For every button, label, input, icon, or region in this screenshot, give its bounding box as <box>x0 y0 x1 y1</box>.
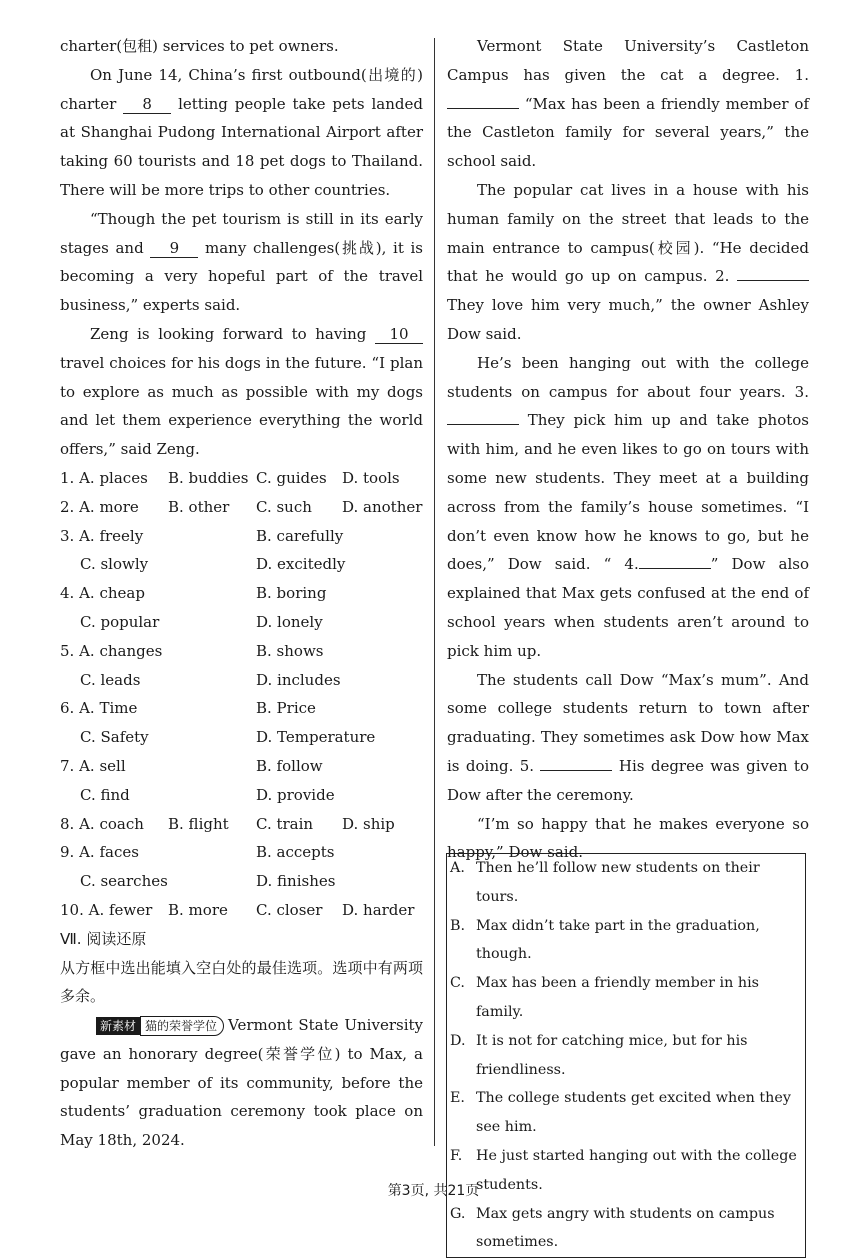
question-10-options: 10. A. fewer B. more C. closer D. harder <box>60 900 415 919</box>
question-6-options-cd: C. Safety D. Temperature <box>80 728 376 747</box>
question-1-options: 1. A. places B. buddies C. guides D. tools <box>60 468 400 487</box>
blank-10: 10 <box>375 325 423 344</box>
blank-9: 9 <box>150 239 198 258</box>
section-title: Ⅶ. 阅读还原 <box>60 929 147 948</box>
option-c: C. Max has been a friendly member in his family. <box>450 975 759 1020</box>
section-instruction: 从方框中选出能填入空白处的最佳选项。选项中有两项多余。 <box>60 958 423 1006</box>
option-f: F. He just started hanging out with the college students. <box>450 1147 797 1193</box>
blank-4 <box>639 568 711 569</box>
question-9-options: 9. A. faces B. accepts <box>60 843 335 862</box>
blank-1 <box>447 108 519 109</box>
left-column <box>60 32 423 1155</box>
option-b: B. Max didn’t take part in the graduation, though. <box>450 917 760 963</box>
new-material-badge: 新素材 <box>96 1017 140 1035</box>
passage-intro: 新素材 猫的荣誉学位 Vermont State University gave an honorary degree(荣誉学位) to Max, a popular member of its community, before the students’ graduation ceremony took place on May 18th, 2024. <box>60 1016 423 1150</box>
paragraph: Vermont State University’s Castleton Campus has given the cat a degree. 1. “Max has been a friendly member of the Castleton family for several years,” the school said. <box>447 37 809 171</box>
paragraph: “Though the pet tourism is still in its early stages and 9 many challenges(挑战), it is becoming a very hopeful part of the travel business,” experts said. <box>60 209 423 315</box>
question-7-options: 7. A. sell B. follow <box>60 756 323 775</box>
question-8-options: 8. A. coach B. flight C. train D. ship <box>60 814 395 833</box>
option-e: E. The college students get excited when they see him. <box>450 1090 791 1136</box>
blank-2 <box>737 280 809 281</box>
paragraph: He’s been hanging out with the college students on campus for about four years. 3. They pick him up and take photos with him, and he even likes to go on tours with some new students. They meet at a building across from the family’s house sometimes. “I don’t even know how he knows to go, but he does,” Dow said. “ 4. ” Dow also explained that Max gets confused at the end of school years when students aren’t around to pick him up. <box>447 353 809 660</box>
question-7-options-cd: C. find D. provide <box>80 785 335 804</box>
topic-tag: 猫的荣誉学位 <box>140 1016 224 1036</box>
question-9-options-cd: C. searches D. finishes <box>80 872 336 891</box>
question-5-options: 5. A. changes B. shows <box>60 641 324 660</box>
option-a: A. Then he’ll follow new students on their tours. <box>450 860 760 905</box>
question-5-options-cd: C. leads D. includes <box>80 670 341 689</box>
question-4-options: 4. A. cheap B. boring <box>60 584 327 603</box>
column-divider <box>434 38 435 1146</box>
question-6-options: 6. A. Time B. Price <box>60 699 316 718</box>
question-3-options-cd: C. slowly D. excitedly <box>80 555 346 574</box>
blank-8: 8 <box>123 95 171 114</box>
question-4-options-cd: C. popular D. lonely <box>80 612 323 631</box>
option-g: G. Max gets angry with students on campus sometimes. <box>450 1205 775 1251</box>
question-3-options: 3. A. freely B. carefully <box>60 526 344 545</box>
blank-5 <box>540 770 612 771</box>
question-2-options: 2. A. more B. other C. such D. another <box>60 497 423 516</box>
paragraph: “I’m so happy that he makes everyone so happy,” Dow said. <box>447 814 809 862</box>
paragraph: On June 14, China’s first outbound(出境的) charter 8 letting people take pets landed at Shanghai Pudong International Airport after taking 60 tourists and 18 pet dogs to Thailand. There will be more trips to other countries. <box>60 65 423 199</box>
paragraph: The students call Dow “Max’s mum”. And some college students return to town after graduating. They sometimes ask Dow how Max is doing. 5. His degree was given to Dow after the ceremony. <box>447 670 809 804</box>
blank-3 <box>447 424 519 425</box>
option-d: D. It is not for catching mice, but for his friendliness. <box>450 1032 748 1078</box>
paragraph: The popular cat lives in a house with his human family on the street that leads to the main entrance to campus(校园). “He decided that he would go up on campus. 2. They love him very much,” the owner Ashley Dow said. <box>447 180 809 343</box>
paragraph: charter(包租) services to pet owners. <box>60 37 339 55</box>
page-number: 第3页, 共21页 <box>387 1183 480 1199</box>
right-column <box>447 32 809 867</box>
paragraph: Zeng is looking forward to having 10 travel choices for his dogs in the future. “I plan to explore as much as possible with my dogs and let them experience everything the world offers,” said Zeng. <box>60 324 423 459</box>
